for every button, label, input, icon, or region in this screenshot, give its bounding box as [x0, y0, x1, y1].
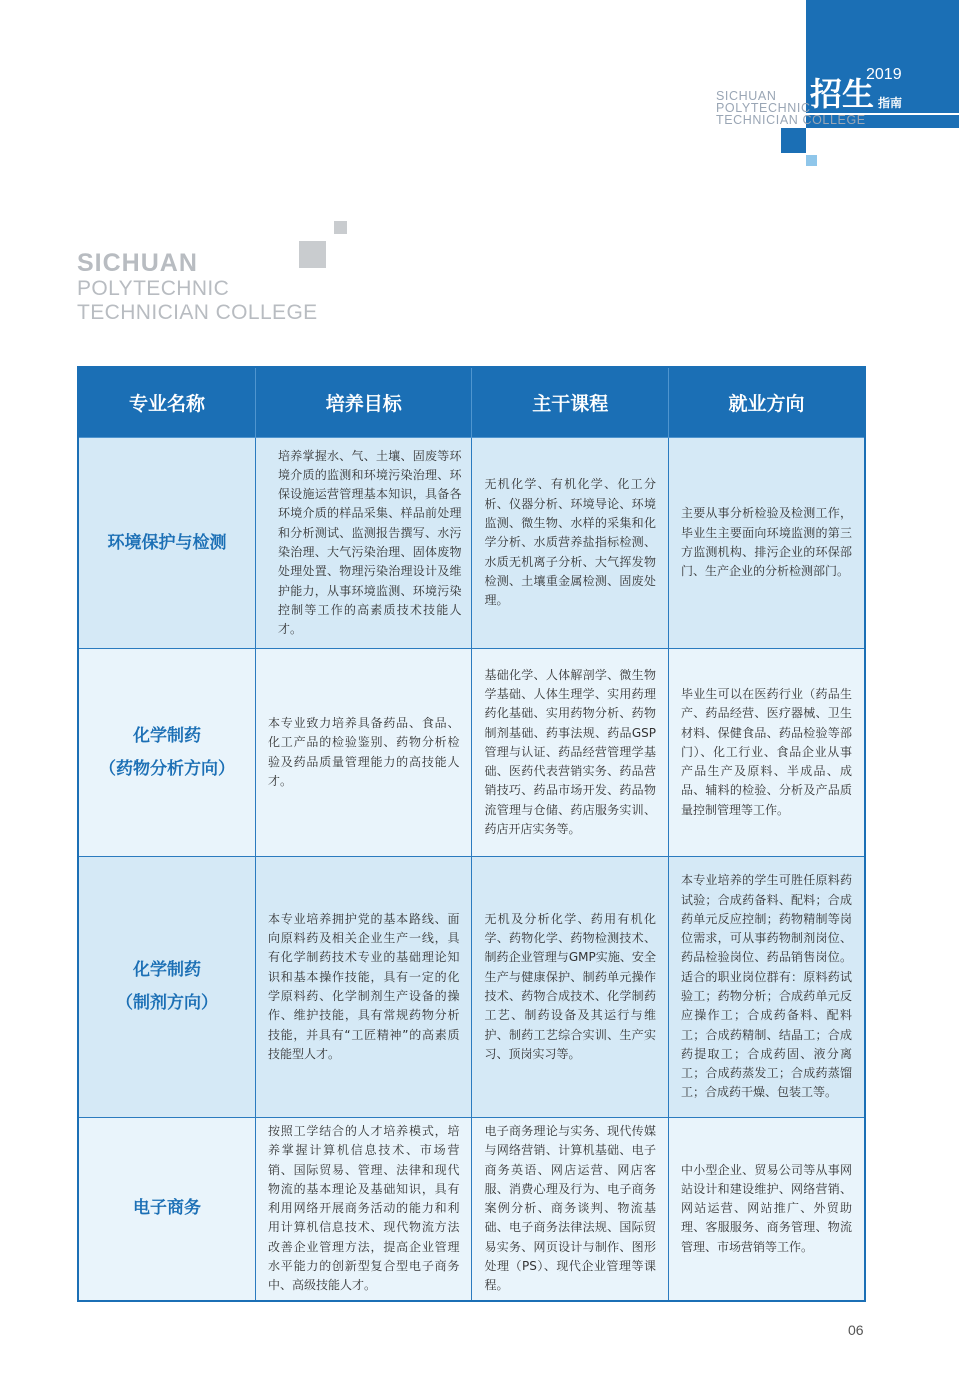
main-courses: 基础化学、人体解剖学、微生物学基础、人体生理学、实用药理药化基础、实用药物分析、药物制剂基础、药事法规、药品GSP管理与认证、药品经营管理学基础、医药代表营销实务、药品营销技巧、药品市场开发、药品物流管理与仓储、药店服务实训、药店开店实务等。 [472, 649, 668, 857]
major-name: 化学制药 （制剂方向） [78, 857, 255, 1118]
training-goal: 本专业培养拥护党的基本路线、面向原料药及相关企业生产一线，具有化学制药技术专业的基础理论知识和基本操作技能，具有一定的化学原料药、化学制剂生产设备的操作、维护技能，具有常规药物分析技能，并具有“工匠精神”的高素质技能型人才。 [255, 857, 472, 1118]
employment-direction: 主要从事分析检验及检测工作，毕业生主要面向环境监测的第三方监测机构、排污企业的环保部门、生产企业的分析检测部门。 [668, 438, 865, 649]
page-number: 06 [848, 1322, 864, 1338]
table-row [78, 649, 865, 857]
logo-square-small [334, 221, 347, 234]
training-goal: 培养掌握水、气、土壤、固废等环境介质的监测和环境污染治理、环保设施运营管理基本知识，具备各环境介质的样品采集、样品前处理和分析测试、监测报告撰写、水污染治理、大气污染治理、固体废物处理处置、物理污染治理设计及维护能力，从事环境监测、环境污染控制等工作的高素质技术技能人才。 [255, 438, 472, 649]
main-courses: 电子商务理论与实务、现代传媒与网络营销、计算机基础、电子商务英语、网店运营、网店客服、消费心理及行为、电子商务案例分析、商务谈判、物流基础、电子商务法律法规、国际贸易实务、网页设计与制作、图形处理（PS）、现代企业管理等课程。 [472, 1118, 668, 1301]
col-header-major: 专业名称 [78, 367, 255, 438]
decor-square-large [781, 128, 806, 153]
employment-direction: 毕业生可以在医药行业（药品生产、药品经营、医疗器械、卫生材料、保健食品、药品检验等部门）、化工行业、食品企业从事产品生产及原料、半成品、成品、辅料的检验、分析及产品质量控制管理等工作。 [668, 649, 865, 857]
training-goal: 本专业致力培养具备药品、食品、化工产品的检验鉴别、药物分析检验及药品质量管理能力的高技能人才。 [255, 649, 472, 857]
decor-square-small [806, 155, 817, 166]
program-table [77, 366, 866, 1302]
col-header-jobs: 就业方向 [668, 367, 865, 438]
brand-subtitle: 指南 [878, 96, 903, 110]
main-courses: 无机化学、有机化学、化工分析、仪器分析、环境导论、环境监测、微生物、水样的采集和化学分析、水质营养盐指标检测、水质无机离子分析、大气挥发物检测、土壤重金属检测、固废处理。 [472, 438, 668, 649]
employment-direction: 中小型企业、贸易公司等从事网站设计和建设维护、网络营销、网站运营、网站推广、外贸助理、客服服务、商务管理、物流管理、市场营销等工作。 [668, 1118, 865, 1301]
col-header-courses: 主干课程 [472, 367, 668, 438]
training-goal: 按照工学结合的人才培养模式，培养掌握计算机信息技术、市场营销、国际贸易、管理、法律和现代物流的基本理论及基础知识，具有利用网络开展商务活动的能力和利用计算机信息技术、现代物流方法改善企业管理方法，提高企业管理水平能力的创新型复合型电子商务中、高级技能人才。 [255, 1118, 472, 1301]
major-name: 环境保护与检测 [78, 438, 255, 649]
table-header-row [78, 367, 865, 438]
main-courses: 无机及分析化学、药用有机化学、药物化学、药物检测技术、制药企业管理与GMP实施、安全生产与健康保护、制药单元操作技术、药物合成技术、化学制药工艺、制药设备及其运行与维护、制药工艺综合实训、生产实习、顶岗实习等。 [472, 857, 668, 1118]
college-logo-text: SICHUAN POLYTECHNIC TECHNICIAN COLLEGE [77, 249, 318, 324]
major-name: 电子商务 [78, 1118, 255, 1301]
col-header-goal: 培养目标 [255, 367, 472, 438]
table-row [78, 1118, 865, 1301]
brand-title: 招生 [810, 75, 875, 113]
major-name: 化学制药 （药物分析方向） [78, 649, 255, 857]
table-row [78, 438, 865, 649]
employment-direction: 本专业培养的学生可胜任原料药试验；合成药备料、配料；合成药单元反应控制；药物精制等岗位需求，可从事药物制剂岗位、药品检验岗位、药品销售岗位。适合的职业岗位群有：原料药试验工；药物分析；合成药单元反应操作工；合成药备料、配料工；合成药精制、结晶工；合成药提取工；合成药固、液分离工；合成药蒸发工；合成药蒸馏工；合成药干燥、包装工等。 [668, 857, 865, 1118]
brand-year: 2019 [866, 66, 902, 83]
header-brand-english: SICHUAN POLYTECHNIC TECHNICIAN COLLEGE [716, 89, 866, 127]
table-row [78, 857, 865, 1118]
